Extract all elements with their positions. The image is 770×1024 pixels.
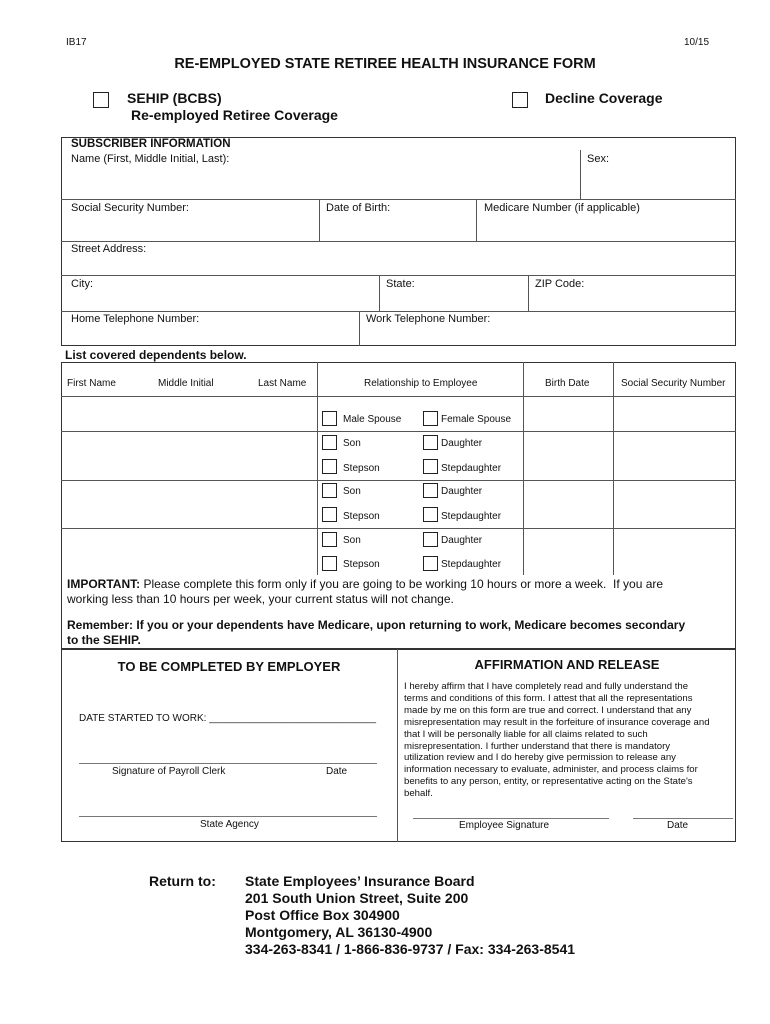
col-first-name: First Name	[67, 378, 116, 389]
stepson-checkbox-row-3[interactable]	[322, 507, 337, 522]
payroll-signature-label: Signature of Payroll Clerk	[112, 766, 226, 777]
decline-coverage-label: Decline Coverage	[545, 90, 663, 106]
divider	[61, 199, 736, 200]
return-address	[245, 873, 575, 958]
employee-date-line	[633, 818, 733, 819]
dob-label: Date of Birth:	[326, 202, 391, 214]
state-agency-label: State Agency	[200, 819, 259, 830]
return-address-line: 334-263-8341 / 1-866-836-9737 / Fax: 334-263-8541	[245, 941, 576, 957]
employee-signature-label: Employee Signature	[459, 820, 550, 831]
affirmation-line: that I will be personally liable for all claims related to such	[404, 728, 648, 740]
stepson-label-row-4: Stepson	[343, 559, 380, 570]
son-label-row-3: Son	[343, 486, 361, 497]
divider	[523, 362, 524, 576]
work-phone-label: Work Telephone Number:	[366, 313, 491, 325]
dependent-row-2-birth-date-field[interactable]	[526, 433, 610, 478]
name-field[interactable]	[66, 165, 576, 197]
dependent-row-4-birth-date-field[interactable]	[526, 530, 610, 574]
employee-date-label: Date	[667, 820, 689, 831]
payroll-signature-line	[79, 763, 377, 764]
affirmation-line: made by me on this form are true and correct. I understand that any	[404, 704, 692, 716]
divider	[359, 311, 360, 346]
stepson-checkbox-row-4[interactable]	[322, 556, 337, 571]
important-note-line-2: working less than 10 hours per week, your current status will not change.	[67, 592, 454, 606]
affirmation-line: terms and conditions of this form. I attest that all the representations	[404, 692, 693, 704]
city-field[interactable]	[66, 291, 376, 309]
remember-note-line-1: Remember: If you or your dependents have Medicare, upon returning to work, Medicare becomes secondary	[67, 618, 686, 632]
son-checkbox-row-4[interactable]	[322, 532, 337, 547]
dependent-row-1-birth-date-field[interactable]	[526, 398, 610, 429]
important-text-1: Please complete this form only if you are going to be working 10 hours or more a week. If you are	[140, 577, 664, 591]
payroll-signature-field[interactable]	[79, 745, 377, 762]
daughter-checkbox-row-2[interactable]	[423, 435, 438, 450]
sehip-option-sublabel: Re-employed Retiree Coverage	[131, 107, 338, 123]
daughter-checkbox-row-4[interactable]	[423, 532, 438, 547]
return-address-line: Montgomery, AL 36130-4900	[245, 924, 433, 940]
stepson-label-row-3: Stepson	[343, 511, 380, 522]
col-relationship: Relationship to Employee	[364, 378, 478, 389]
employee-signature-line	[413, 818, 609, 819]
divider	[379, 275, 380, 311]
sex-label: Sex:	[587, 153, 610, 165]
divider	[319, 199, 320, 241]
daughter-checkbox-row-3[interactable]	[423, 483, 438, 498]
son-checkbox-row-2[interactable]	[322, 435, 337, 450]
stepdaughter-checkbox-row-4[interactable]	[423, 556, 438, 571]
ssn-field[interactable]	[66, 215, 316, 239]
important-note-line-1	[67, 577, 663, 592]
divider	[61, 396, 736, 397]
male-spouse-label: Male Spouse	[343, 414, 402, 425]
stepdaughter-label-row-4: Stepdaughter	[441, 559, 502, 570]
col-middle-initial: Middle Initial	[158, 378, 214, 389]
divider	[613, 362, 614, 576]
divider	[61, 275, 736, 276]
zip-field[interactable]	[532, 291, 732, 309]
divider	[61, 241, 736, 242]
sehip-option-label: SEHIP (BCBS)	[127, 90, 222, 106]
daughter-label-row-4: Daughter	[441, 535, 483, 546]
female-spouse-checkbox[interactable]	[423, 411, 438, 426]
male-spouse-checkbox[interactable]	[322, 411, 337, 426]
street-field[interactable]	[66, 256, 732, 273]
daughter-label-row-3: Daughter	[441, 486, 483, 497]
divider	[61, 480, 736, 481]
affirmation-line: benefits to any person, entity, or representative acting on the State's	[404, 776, 693, 788]
stepdaughter-checkbox-row-2[interactable]	[423, 459, 438, 474]
payroll-date-label: Date	[326, 766, 348, 777]
col-last-name: Last Name	[258, 378, 307, 389]
state-field[interactable]	[383, 291, 525, 309]
col-birth-date: Birth Date	[545, 378, 590, 389]
remember-note-line-2: to the SEHIP.	[67, 633, 141, 647]
dependent-row-4-name-field[interactable]	[64, 530, 314, 574]
street-label: Street Address:	[71, 243, 147, 255]
divider	[61, 431, 736, 432]
state-agency-field[interactable]	[79, 798, 377, 815]
divider	[61, 311, 736, 312]
divider	[61, 528, 736, 529]
agency-line	[79, 816, 377, 817]
decline-coverage-checkbox[interactable]	[512, 92, 528, 108]
form-code: IB17	[66, 37, 87, 48]
zip-label: ZIP Code:	[535, 278, 585, 290]
dob-field[interactable]	[323, 215, 473, 239]
affirmation-text	[404, 681, 729, 800]
form-title: RE-EMPLOYED STATE RETIREE HEALTH INSURANCE FORM	[174, 56, 596, 72]
divider	[580, 150, 581, 199]
stepson-checkbox-row-2[interactable]	[322, 459, 337, 474]
stepdaughter-checkbox-row-3[interactable]	[423, 507, 438, 522]
important-label: IMPORTANT:	[67, 577, 141, 591]
dependent-row-1-ssn-field[interactable]	[616, 398, 733, 429]
dependent-row-4-ssn-field[interactable]	[616, 530, 733, 574]
stepdaughter-label-row-3: Stepdaughter	[441, 511, 502, 522]
medicare-field[interactable]	[480, 215, 732, 239]
name-label: Name (First, Middle Initial, Last):	[71, 153, 230, 165]
affirmation-line: I hereby affirm that I have completely read and fully understand the	[404, 681, 689, 692]
affirmation-heading: AFFIRMATION AND RELEASE	[474, 657, 660, 672]
sehip-checkbox[interactable]	[93, 92, 109, 108]
return-address-line: State Employees’ Insurance Board	[245, 873, 475, 889]
work-phone-field[interactable]	[363, 326, 732, 344]
dependent-row-2-name-field[interactable]	[64, 433, 314, 478]
affirmation-line: behalf.	[404, 788, 433, 800]
dependents-heading: List covered dependents below.	[65, 348, 247, 362]
home-phone-label: Home Telephone Number:	[71, 313, 200, 325]
son-label-row-4: Son	[343, 535, 361, 546]
affirmation-line: misrepresentation may result in the forfeiture of insurance coverage and	[404, 716, 710, 728]
dependent-row-3-name-field[interactable]	[64, 482, 314, 526]
return-to-label: Return to:	[149, 873, 216, 889]
stepdaughter-label-row-2: Stepdaughter	[441, 463, 502, 474]
state-label: State:	[386, 278, 415, 290]
form-date: 10/15	[684, 37, 710, 48]
sex-field[interactable]	[584, 165, 732, 197]
date-started-field[interactable]	[214, 708, 374, 724]
medicare-label: Medicare Number (if applicable)	[484, 202, 640, 214]
female-spouse-label: Female Spouse	[441, 414, 512, 425]
employee-date-field[interactable]	[633, 800, 733, 817]
return-address-line: 201 South Union Street, Suite 200	[245, 890, 469, 906]
dependent-row-3-birth-date-field[interactable]	[526, 482, 610, 526]
affirmation-line: information necessary to evaluate, administer, and process claims for	[404, 764, 698, 776]
city-label: City:	[71, 278, 93, 290]
affirmation-line: utilization review and I do hereby give permission to release any	[404, 752, 676, 764]
employee-signature-field[interactable]	[413, 800, 609, 817]
son-label-row-2: Son	[343, 438, 361, 449]
divider	[528, 275, 529, 311]
dependent-row-1-name-field[interactable]	[64, 398, 314, 429]
divider	[317, 362, 318, 576]
daughter-label-row-2: Daughter	[441, 438, 483, 449]
ssn-label: Social Security Number:	[71, 202, 189, 214]
dependent-row-3-ssn-field[interactable]	[616, 482, 733, 526]
son-checkbox-row-3[interactable]	[322, 483, 337, 498]
subscriber-heading: SUBSCRIBER INFORMATION	[71, 138, 231, 150]
date-started-label: DATE STARTED TO WORK: ______________________________	[79, 713, 377, 724]
col-ssn: Social Security Number	[621, 378, 726, 389]
return-address-line: Post Office Box 304900	[245, 907, 400, 923]
stepson-label-row-2: Stepson	[343, 463, 380, 474]
divider	[476, 199, 477, 241]
divider	[397, 649, 398, 842]
affirmation-line: misrepresentation. I further understand that there is mandatory	[404, 740, 671, 752]
employer-heading: TO BE COMPLETED BY EMPLOYER	[117, 659, 341, 674]
home-phone-field[interactable]	[66, 326, 356, 344]
dependent-row-2-ssn-field[interactable]	[616, 433, 733, 478]
